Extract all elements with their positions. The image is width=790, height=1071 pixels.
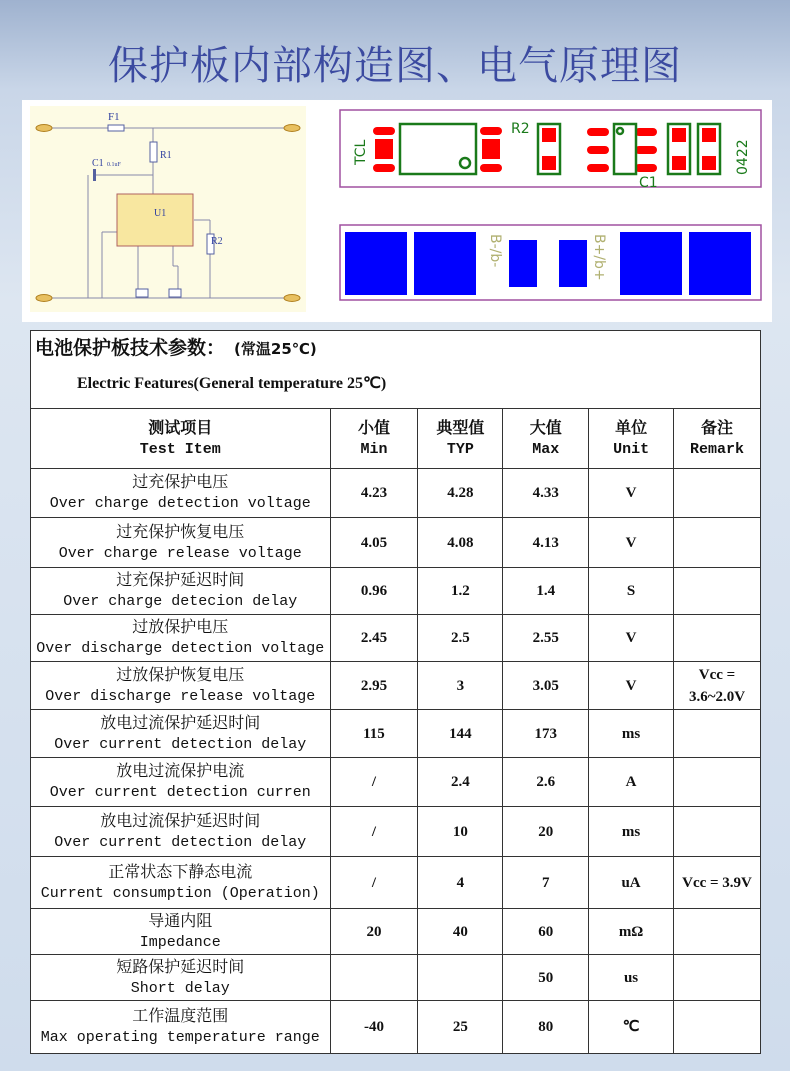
item-en: Over discharge release voltage bbox=[45, 687, 316, 705]
cell-max: 3.05 bbox=[503, 662, 589, 710]
item-zh: 过充保护恢复电压 bbox=[116, 521, 245, 541]
item-zh: 工作温度范围 bbox=[132, 1006, 229, 1025]
table-title-zh: 电池保护板技术参数： bbox=[35, 337, 226, 359]
item-zh: 短路保护延迟时间 bbox=[116, 956, 245, 976]
item-en: Over current detection delay bbox=[54, 833, 307, 851]
item-zh: 放电过流保护延迟时间 bbox=[100, 712, 261, 732]
item-en: Over charge release voltage bbox=[58, 544, 302, 562]
label-r2: R2 bbox=[211, 236, 223, 247]
label-c1: C1 bbox=[92, 158, 104, 169]
cell-unit: us bbox=[589, 955, 674, 1001]
header-en: Min bbox=[360, 440, 388, 458]
label-r1: R1 bbox=[160, 150, 172, 161]
table-row bbox=[31, 857, 761, 909]
table-row bbox=[31, 615, 761, 662]
header-row bbox=[31, 409, 761, 469]
table-row bbox=[31, 568, 761, 615]
cell-max: 80 bbox=[503, 1001, 589, 1054]
column-header-unit bbox=[589, 409, 674, 469]
cell-item bbox=[31, 518, 331, 568]
table-row bbox=[31, 758, 761, 807]
cell-min: 115 bbox=[330, 710, 418, 758]
cell-min: / bbox=[330, 758, 418, 807]
item-zh: 过放保护恢复电压 bbox=[116, 664, 245, 684]
table-row bbox=[31, 955, 761, 1001]
header-en: Remark bbox=[690, 440, 745, 458]
cell-min: 2.95 bbox=[330, 662, 418, 710]
silk-b-plus: B+/b+ bbox=[591, 234, 607, 281]
cell-min: 4.05 bbox=[330, 518, 418, 568]
pcb-top-layout bbox=[339, 109, 763, 189]
cell-unit: V bbox=[589, 469, 674, 518]
header-zh: 典型值 bbox=[436, 417, 485, 437]
cell-unit: V bbox=[589, 615, 674, 662]
silk-code: 0422 bbox=[735, 139, 751, 175]
cell-typ: 4.28 bbox=[418, 469, 503, 518]
cell-min: 2.45 bbox=[330, 615, 418, 662]
cell-item bbox=[31, 857, 331, 909]
cell-min: 0.96 bbox=[330, 568, 418, 615]
column-header-item bbox=[31, 409, 331, 469]
cell-min: -40 bbox=[330, 1001, 418, 1054]
cell-unit: uA bbox=[589, 857, 674, 909]
cell-max: 4.33 bbox=[503, 469, 589, 518]
header-zh: 大值 bbox=[529, 417, 562, 437]
cell-min: / bbox=[330, 807, 418, 857]
item-en: Over current detection curren bbox=[49, 784, 311, 801]
cell-remark bbox=[674, 469, 761, 518]
silk-r2: R2 bbox=[511, 121, 530, 137]
cell-remark: Vcc = 3.9V bbox=[674, 857, 761, 909]
header-en: Max bbox=[532, 440, 560, 458]
table-title-note: (常温25℃) bbox=[234, 340, 317, 358]
cell-typ: 4.08 bbox=[418, 518, 503, 568]
column-header-typ bbox=[418, 409, 503, 469]
item-en: Over charge detecion delay bbox=[63, 593, 298, 610]
cell-unit: S bbox=[589, 568, 674, 615]
table-row bbox=[31, 1001, 761, 1054]
label-u1: U1 bbox=[154, 208, 167, 219]
table-row bbox=[31, 662, 761, 710]
cell-max: 2.6 bbox=[503, 758, 589, 807]
cell-max: 1.4 bbox=[503, 568, 589, 615]
table-row bbox=[31, 710, 761, 758]
cell-remark bbox=[674, 807, 761, 857]
silk-b-minus: B-/b- bbox=[487, 234, 503, 268]
cell-remark bbox=[674, 1001, 761, 1054]
silk-c1: C1 bbox=[639, 175, 658, 189]
cell-remark bbox=[674, 909, 761, 955]
column-header-remark bbox=[674, 409, 761, 469]
header-zh: 小值 bbox=[357, 417, 390, 437]
cell-min: / bbox=[330, 857, 418, 909]
table-row bbox=[31, 518, 761, 568]
item-zh: 放电过流保护延迟时间 bbox=[100, 810, 261, 830]
label-f1: F1 bbox=[108, 111, 120, 123]
pcb-bottom-layout bbox=[339, 224, 763, 302]
cell-item bbox=[31, 710, 331, 758]
cell-typ: 2.4 bbox=[418, 758, 503, 807]
table-row bbox=[31, 469, 761, 518]
cell-max: 60 bbox=[503, 909, 589, 955]
table-title bbox=[31, 331, 761, 409]
cell-typ: 25 bbox=[418, 1001, 503, 1054]
cell-item bbox=[31, 1001, 331, 1054]
cell-remark bbox=[674, 955, 761, 1001]
cell-max: 7 bbox=[503, 857, 589, 909]
cell-max: 50 bbox=[503, 955, 589, 1001]
cell-unit: ms bbox=[589, 710, 674, 758]
cell-item bbox=[31, 469, 331, 518]
cell-item bbox=[31, 955, 331, 1001]
item-en: Impedance bbox=[139, 933, 221, 951]
cell-unit: ℃ bbox=[589, 1001, 674, 1054]
cell-remark bbox=[674, 568, 761, 615]
table-row bbox=[31, 909, 761, 955]
cell-max: 20 bbox=[503, 807, 589, 857]
cell-typ: 1.2 bbox=[418, 568, 503, 615]
silk-tcl: TCL bbox=[353, 139, 369, 165]
item-en: Current consumption (Operation) bbox=[40, 884, 320, 902]
cell-min: 20 bbox=[330, 909, 418, 955]
cell-min: 4.23 bbox=[330, 469, 418, 518]
item-en: Max operating temperature range bbox=[40, 1029, 320, 1046]
cell-remark bbox=[674, 710, 761, 758]
header-en: TYP bbox=[446, 440, 474, 458]
cell-item bbox=[31, 807, 331, 857]
column-header-min bbox=[330, 409, 418, 469]
cell-typ bbox=[418, 955, 503, 1001]
cell-max: 173 bbox=[503, 710, 589, 758]
cell-max: 4.13 bbox=[503, 518, 589, 568]
cell-item bbox=[31, 662, 331, 710]
cell-item bbox=[31, 568, 331, 615]
item-en: Short delay bbox=[130, 979, 230, 997]
cell-typ: 2.5 bbox=[418, 615, 503, 662]
cell-typ: 40 bbox=[418, 909, 503, 955]
cell-unit: mΩ bbox=[589, 909, 674, 955]
cell-remark: Vcc = 3.6~2.0V bbox=[674, 662, 761, 710]
item-zh: 过充保护延迟时间 bbox=[116, 570, 245, 589]
table-title-en: Electric Features(General temperature 25℃) bbox=[77, 375, 387, 392]
header-en: Unit bbox=[613, 440, 650, 458]
cell-remark bbox=[674, 615, 761, 662]
cell-item bbox=[31, 615, 331, 662]
page-title: 保护板内部构造图、电气原理图 bbox=[108, 43, 682, 89]
cell-unit: V bbox=[589, 518, 674, 568]
cell-unit: A bbox=[589, 758, 674, 807]
cell-max: 2.55 bbox=[503, 615, 589, 662]
cell-remark bbox=[674, 758, 761, 807]
cell-typ: 4 bbox=[418, 857, 503, 909]
item-en: Over discharge detection voltage bbox=[36, 640, 325, 657]
label-c1-value: 0.1uF bbox=[107, 162, 121, 168]
cell-min bbox=[330, 955, 418, 1001]
header-en: Test Item bbox=[139, 440, 221, 458]
cell-item bbox=[31, 758, 331, 807]
spec-table bbox=[30, 330, 761, 1054]
cell-item bbox=[31, 909, 331, 955]
item-zh: 正常状态下静态电流 bbox=[108, 861, 253, 881]
circuit-schematic bbox=[30, 106, 306, 312]
item-en: Over charge detection voltage bbox=[49, 495, 311, 512]
cell-typ: 10 bbox=[418, 807, 503, 857]
header-zh: 单位 bbox=[615, 417, 648, 437]
cell-remark bbox=[674, 518, 761, 568]
cell-unit: ms bbox=[589, 807, 674, 857]
item-zh: 过充保护电压 bbox=[132, 472, 229, 491]
item-zh: 导通内阻 bbox=[148, 910, 213, 930]
header-zh: 备注 bbox=[701, 417, 734, 437]
cell-typ: 3 bbox=[418, 662, 503, 710]
cell-typ: 144 bbox=[418, 710, 503, 758]
item-zh: 放电过流保护电流 bbox=[116, 761, 245, 780]
item-en: Over current detection delay bbox=[54, 735, 307, 753]
column-header-max bbox=[503, 409, 589, 469]
item-zh: 过放保护电压 bbox=[132, 617, 229, 636]
cell-unit: V bbox=[589, 662, 674, 710]
table-row bbox=[31, 807, 761, 857]
header-zh: 测试项目 bbox=[148, 417, 213, 437]
